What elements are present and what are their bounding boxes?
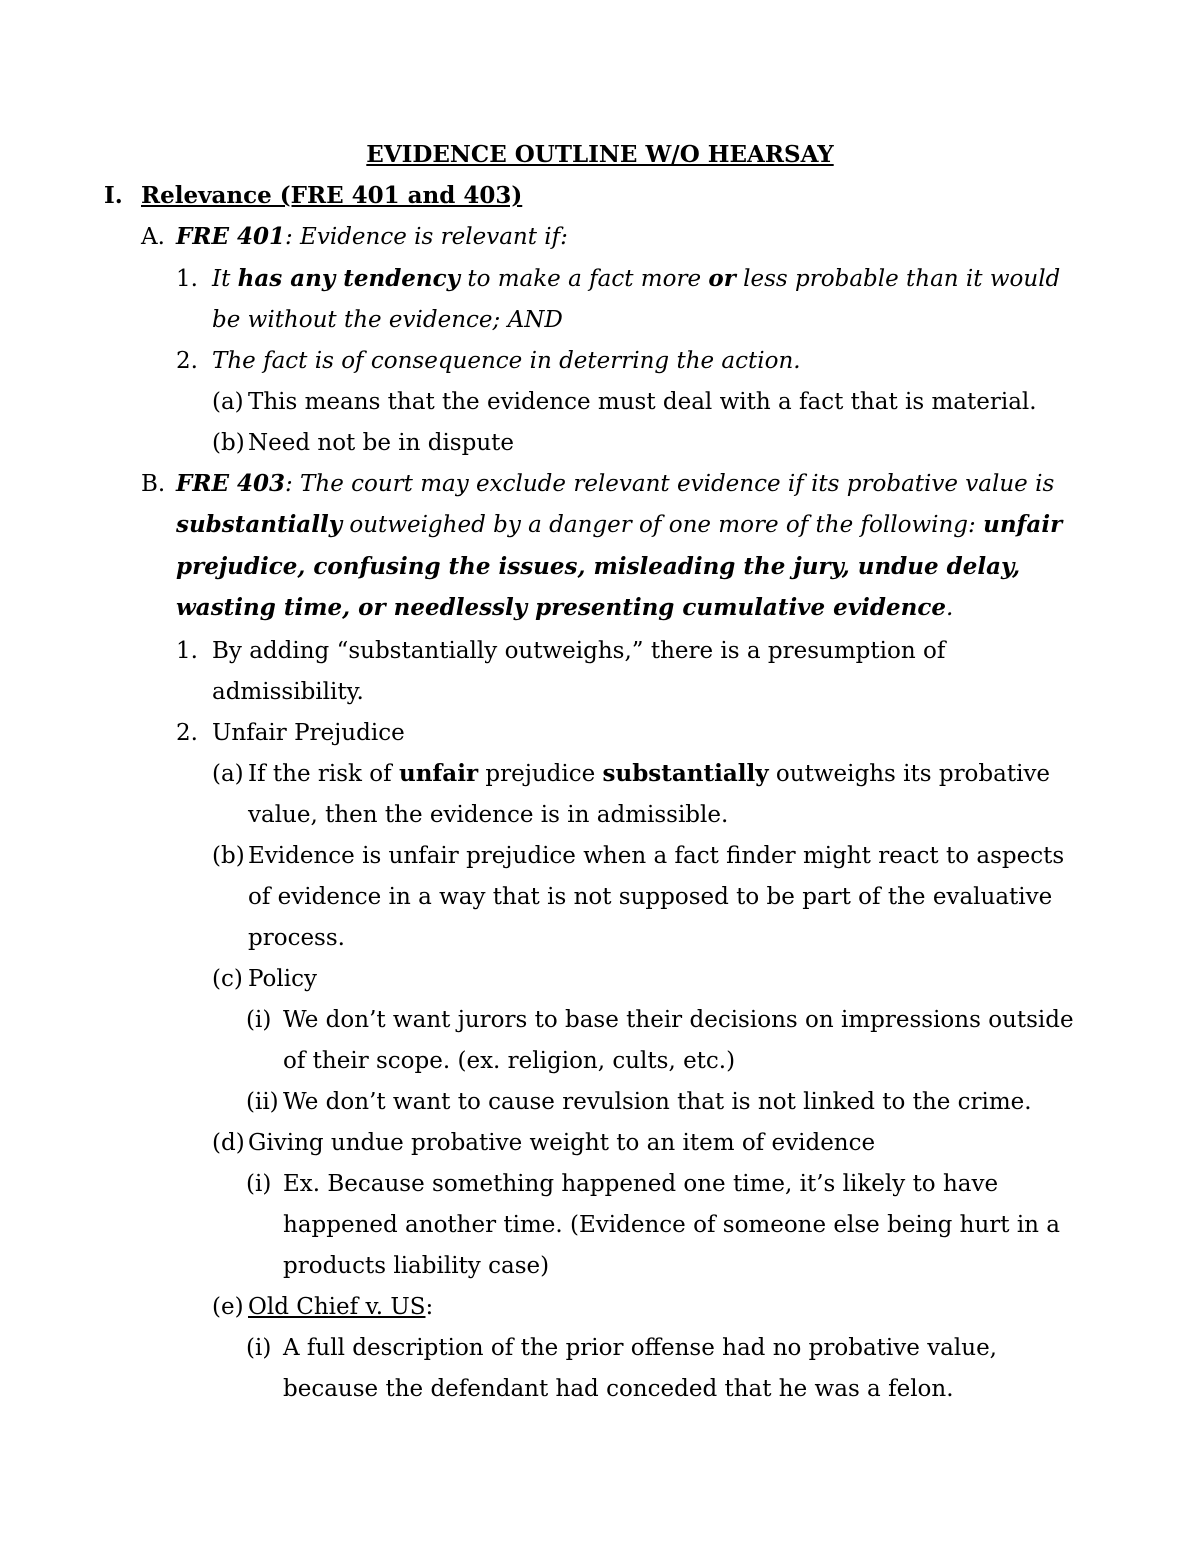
text-run: outweighed by a danger of one more of the following: — [342, 512, 984, 538]
rule-401-item-2: The fact is of consequence in deterring the action. — [212, 348, 801, 374]
unfair-prejudice-a-line1 — [248, 759, 1050, 789]
item-marker-2: 2. — [176, 720, 198, 746]
rule-401-item-1-line1 — [212, 264, 1060, 294]
sub-marker-a: (a) — [212, 761, 244, 787]
rule-401-item-2b: Need not be in dispute — [248, 430, 514, 456]
rule-403-item-1-line2: admissibility. — [212, 679, 364, 705]
emphasis-run: substantially — [602, 760, 769, 787]
policy-i-line2: of their scope. (ex. religion, cults, etc.) — [283, 1048, 736, 1074]
item-marker-1: 1. — [176, 266, 198, 292]
text-run: It — [212, 266, 238, 292]
case-line — [248, 1292, 433, 1322]
roman-marker-i: (i) — [246, 1171, 272, 1197]
policy-i-line1: We don’t want jurors to base their decisions on impressions outside — [283, 1007, 1074, 1033]
text-run: : The court may exclude relevant evidence if its probative value is — [285, 471, 1055, 497]
rule-403-line1 — [176, 469, 1054, 499]
roman-marker-i: (i) — [246, 1007, 272, 1033]
rule-403-line2 — [176, 510, 1062, 540]
roman-marker-ii: (ii) — [246, 1089, 279, 1115]
section-marker: I. — [104, 182, 123, 209]
subsection-marker-b: B. — [141, 471, 166, 497]
unfair-prejudice-a-line2: value, then the evidence is in admissible. — [248, 802, 729, 828]
emphasis-run: has any tendency — [237, 265, 461, 292]
text-run: If the risk of — [248, 761, 399, 787]
text-run: : — [425, 1294, 434, 1320]
emphasis-run: wasting time, or needlessly presenting cumulative evidence — [176, 594, 946, 621]
undue-weight-heading: Giving undue probative weight to an item of evidence — [248, 1130, 876, 1156]
rule-401-lead: : Evidence is relevant if: — [285, 224, 568, 250]
emphasis-run: unfair — [398, 760, 479, 787]
emphasis-run: substantially — [176, 511, 343, 538]
case-i-line1: A full description of the prior offense had no probative value, — [283, 1335, 997, 1361]
rule-403-item-1-line1: By adding “substantially outweighs,” there is a presumption of — [212, 638, 946, 664]
document-title: EVIDENCE OUTLINE W/O HEARSAY — [366, 141, 834, 168]
rule-401-label: FRE 401 — [176, 223, 285, 250]
undue-weight-i-line2: happened another time. (Evidence of someone else being hurt in a — [283, 1212, 1061, 1238]
rule-401-item-2a: This means that the evidence must deal with a fact that is material. — [248, 389, 1037, 415]
rule-403-line3: prejudice, confusing the issues, misleading the jury, undue delay, — [176, 553, 1021, 580]
rule-403-label: FRE 403 — [176, 470, 285, 497]
undue-weight-i-line1: Ex. Because something happened one time, it’s likely to have — [283, 1171, 999, 1197]
unfair-prejudice-heading: Unfair Prejudice — [212, 720, 405, 746]
unfair-prejudice-b-line3: process. — [248, 925, 345, 951]
sub-marker-d: (d) — [212, 1130, 245, 1156]
rule-403-line4 — [176, 593, 953, 623]
section-heading: Relevance (FRE 401 and 403) — [141, 182, 523, 209]
sub-marker-e: (e) — [212, 1294, 244, 1320]
sub-marker-b: (b) — [212, 843, 245, 869]
sub-marker-a: (a) — [212, 389, 244, 415]
rule-401-line — [176, 222, 568, 252]
policy-ii: We don’t want to cause revulsion that is not linked to the crime. — [283, 1089, 1032, 1115]
rule-401-item-1-line2: be without the evidence; AND — [212, 307, 563, 333]
undue-weight-i-line3: products liability case) — [283, 1253, 550, 1279]
text-run: . — [946, 595, 954, 621]
emphasis-run: or — [708, 265, 736, 292]
item-marker-1: 1. — [176, 638, 198, 664]
unfair-prejudice-b-line2: of evidence in a way that is not supposed to be part of the evaluative — [248, 884, 1053, 910]
item-marker-2: 2. — [176, 348, 198, 374]
text-run: to make a fact more — [460, 266, 709, 292]
roman-marker-i: (i) — [246, 1335, 272, 1361]
case-i-line2: because the defendant had conceded that he was a felon. — [283, 1376, 954, 1402]
case-name: Old Chief v. US — [248, 1294, 426, 1320]
text-run: outweighs its probative — [768, 761, 1051, 787]
unfair-prejudice-b-line1: Evidence is unfair prejudice when a fact finder might react to aspects — [248, 843, 1065, 869]
emphasis-run: unfair — [983, 511, 1063, 538]
policy-heading: Policy — [248, 966, 317, 992]
text-run: prejudice — [478, 761, 603, 787]
sub-marker-c: (c) — [212, 966, 243, 992]
sub-marker-b: (b) — [212, 430, 245, 456]
subsection-marker-a: A. — [141, 224, 165, 250]
text-run: less probable than it would — [735, 266, 1061, 292]
